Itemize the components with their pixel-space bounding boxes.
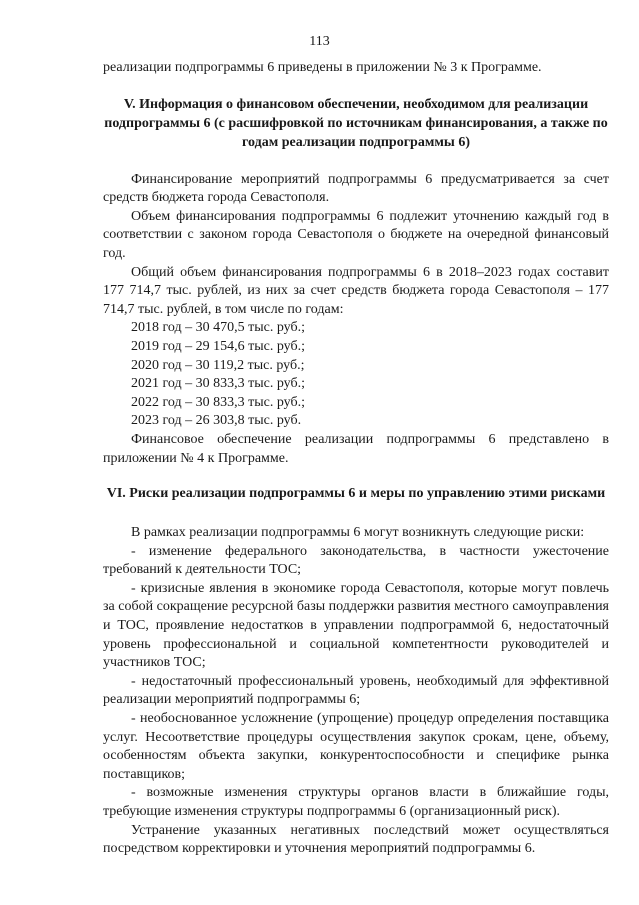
risk-item-3: - недостаточный профессиональный уровень, необходимый для эффективной реализации мероприятий подпрограммы 6; bbox=[103, 673, 609, 708]
section-vi-heading: VI. Риски реализации подпрограммы 6 и меры по управлению этими рисками bbox=[106, 486, 606, 502]
risk-item-2: - кризисные явления в экономике города Севастополя, которые могут повлечь за собой сокращение ресурсной базы поддержки развития местного самоуправления и ТОС, проявление недостатков в управлении подпрограммой 6, недостаточный уровень профессиональной и социальной компетентности руководителей и участников ТОС; bbox=[103, 580, 609, 671]
page-number: 113 bbox=[309, 34, 330, 49]
risk-item-5: - возможные изменения структуры органов власти в ближайшие годы, требующие изменения структуры подпрограммы 6 (организационный риск). bbox=[103, 785, 609, 819]
risk-item-1: - изменение федерального законодательства, в частности ужесточение требований к деятельности ТОС; bbox=[103, 543, 609, 578]
funding-year-2023: 2023 год – 26 303,8 тыс. руб. bbox=[131, 413, 302, 429]
page-content bbox=[103, 59, 609, 859]
funding-year-2018: 2018 год – 30 470,5 тыс. руб.; bbox=[131, 320, 305, 336]
section-v-heading: V. Информация о финансовом обеспечении, необходимом для реализации подпрограммы 6 (с расшифровкой по источникам финансирования, а также по годам реализации подпрограммы 6) bbox=[104, 96, 608, 150]
funding-year-2021: 2021 год – 30 833,3 тыс. руб.; bbox=[131, 376, 305, 392]
section-v-paragraph-1: Финансирование мероприятий подпрограммы 6 предусматривается за счет средств бюджета города Севастополя. bbox=[103, 171, 609, 206]
intro-line: реализации подпрограммы 6 приведены в приложении № 3 к Программе. bbox=[103, 60, 542, 75]
section-v-paragraph-2: Объем финансирования подпрограммы 6 подлежит уточнению каждый год в соответствии с законом города Севастополя о бюджете на очередной финансовый год. bbox=[103, 208, 609, 261]
section-v-closing: Финансовое обеспечение реализации подпрограммы 6 представлено в приложении № 4 к Программе. bbox=[103, 431, 609, 466]
funding-year-2019: 2019 год – 29 154,6 тыс. руб.; bbox=[131, 338, 305, 354]
section-vi-closing: Устранение указанных негативных последствий может осуществляться посредством корректировки и уточнения мероприятий подпрограммы 6. bbox=[103, 822, 609, 857]
funding-year-2022: 2022 год – 30 833,3 тыс. руб.; bbox=[131, 394, 305, 410]
risk-item-4: - необоснованное усложнение (упрощение) процедур определения поставщика услуг. Несоответствие процедуры осуществления закупок срокам, цене, объему, особенностям объекта закупки, конкурентоспособности и специфике рынка поставщиков; bbox=[103, 711, 609, 782]
section-v-paragraph-3: Общий объем финансирования подпрограммы 6 в 2018–2023 годах составит 177 714,7 тыс. рублей, из них за счет средств бюджета города Севастополя – 177 714,7 тыс. рублей, в том числе по годам: bbox=[103, 264, 609, 317]
section-vi-intro: В рамках реализации подпрограммы 6 могут возникнуть следующие риски: bbox=[131, 525, 585, 541]
funding-year-2020: 2020 год – 30 119,2 тыс. руб.; bbox=[131, 357, 305, 373]
